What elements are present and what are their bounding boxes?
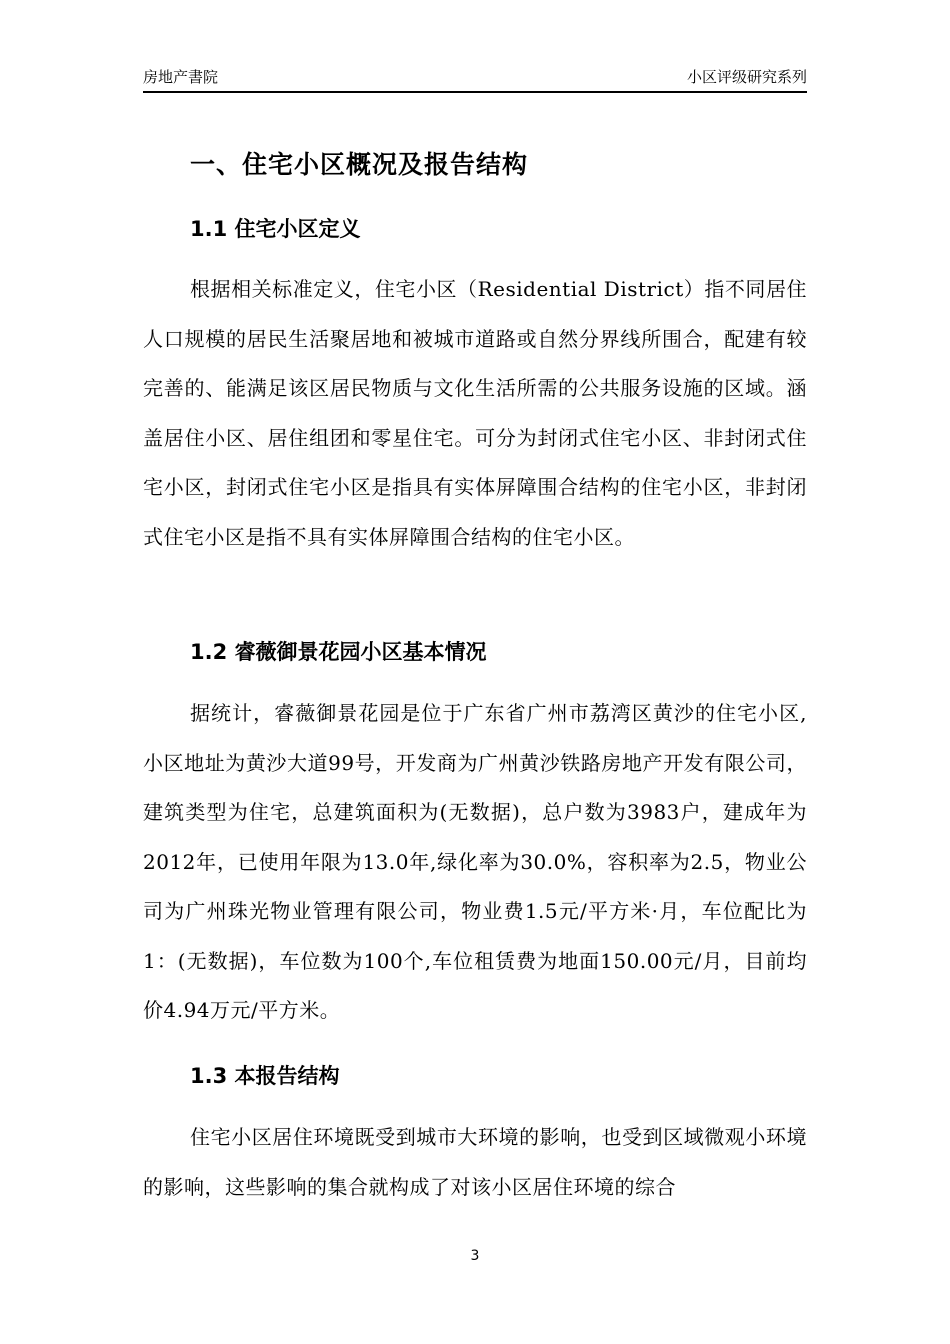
section-paragraph-1-2: 据统计，睿薇御景花园是位于广东省广州市荔湾区黄沙的住宅小区,小区地址为黄沙大道99号，开发商为广州黄沙铁路房地产开发有限公司，建筑类型为住宅，总建筑面积为(无数据)，总户数为3983户，建成年为2012年，已使用年限为13.0年,绿化率为30.0%，容积率为2.5，物业公司为广州珠光物业管理有限公司，物业费1.5元/平方米·月，车位配比为1：(无数据)，车位数为100个,车位租赁费为地面150.00元/月，目前均价4.94万元/平方米。 (143, 701, 807, 1022)
chapter-title: 一、住宅小区概况及报告结构 (190, 150, 529, 179)
header-right-title: 小区评级研究系列 (686, 68, 807, 86)
header-left-title: 房地产書院 (143, 68, 219, 86)
section-heading-1-3: 1.3 本报告结构 (190, 1064, 340, 1088)
header-divider (143, 91, 807, 93)
section-paragraph-1-3: 住宅小区居住环境既受到城市大环境的影响，也受到区域微观小环境的影响，这些影响的集合就构成了对该小区居住环境的综合 (143, 1125, 807, 1199)
section-paragraph-1-1: 根据相关标准定义，住宅小区（Residential District）指不同居住人口规模的居民生活聚居地和被城市道路或自然分界线所围合，配建有较完善的、能满足该区居民物质与文化生活所需的公共服务设施的区域。涵盖居住小区、居住组团和零星住宅。可分为封闭式住宅小区、非封闭式住宅小区，封闭式住宅小区是指具有实体屏障围合结构的住宅小区，非封闭式住宅小区是指不具有实体屏障围合结构的住宅小区。 (143, 277, 807, 549)
page-number: 3 (470, 1248, 480, 1264)
section-heading-1-2: 1.2 睿薇御景花园小区基本情况 (190, 640, 487, 664)
section-heading-1-1: 1.1 住宅小区定义 (190, 217, 361, 241)
